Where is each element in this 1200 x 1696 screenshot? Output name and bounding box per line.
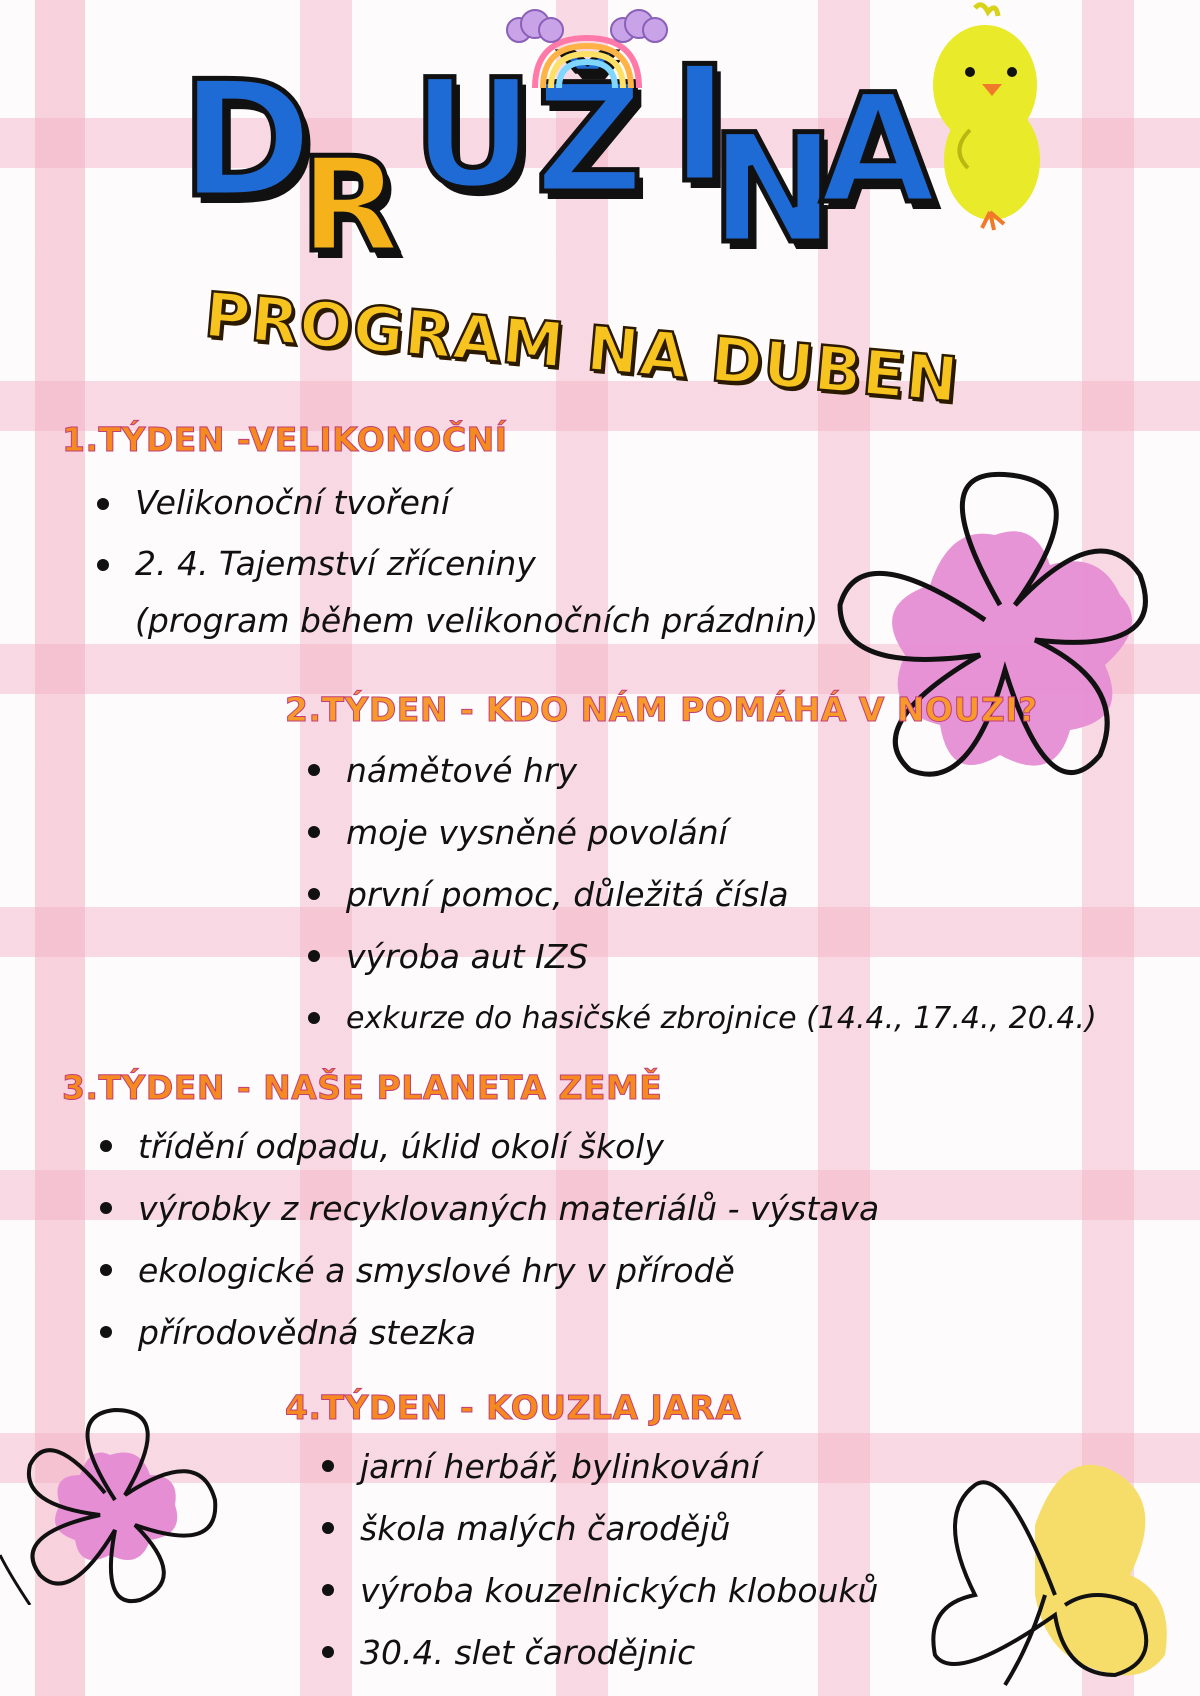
list-item: třídění odpadu, úklid okolí školy	[98, 1116, 879, 1178]
list-item: jarní herbář, bylinkování	[320, 1436, 878, 1498]
title-letter-d: D	[180, 46, 313, 233]
subtitle: PROGRAM NA DUBEN	[201, 278, 962, 417]
list-item: ekologické a smyslové hry v přírodě	[98, 1240, 879, 1302]
chick-icon	[930, 0, 1050, 235]
section-heading-week4: 4.TÝDEN - KOUZLA JARA	[285, 1388, 742, 1427]
section-heading-week1: 1.TÝDEN -VELIKONOČNÍ	[62, 420, 508, 459]
title-letter-u: U	[412, 48, 534, 222]
list-item: moje vysněné povolání	[306, 802, 1097, 864]
list-item: výrobky z recyklovaných materiálů - výstava	[98, 1178, 879, 1240]
list-item: škola malých čarodějů	[320, 1498, 878, 1560]
title-letter-n: N	[710, 103, 836, 277]
list-item: námětové hry	[306, 740, 1097, 802]
list-item: první pomoc, důležitá čísla	[306, 864, 1097, 926]
list-item: výroba kouzelnických klobouků	[320, 1560, 878, 1622]
list-item: exkurze do hasičské zbrojnice (14.4., 17.4., 20.4.)	[306, 988, 1097, 1050]
week4-list	[320, 1436, 878, 1684]
butterfly-icon	[915, 1445, 1185, 1690]
list-item: 30.4. slet čarodějnic	[320, 1622, 878, 1684]
section-heading-week3: 3.TÝDEN - NAŠE PLANETA ZEMĚ	[62, 1068, 663, 1107]
title-letter-r: R	[300, 129, 401, 281]
list-item: přírodovědná stezka	[98, 1302, 879, 1364]
week1-list	[95, 474, 818, 649]
list-item: Velikonoční tvoření	[95, 474, 818, 531]
list-item: 2. 4. Tajemství zříceniny	[95, 535, 818, 592]
list-item: výroba aut IZS	[306, 926, 1097, 988]
section-heading-week2: 2.TÝDEN - KDO NÁM POMÁHÁ V NOUZI?	[285, 690, 1038, 729]
title-letter-a: A	[820, 63, 937, 237]
title-letter-i: I	[670, 31, 730, 218]
rainbow-cloud-icon	[505, 8, 670, 93]
flower-icon	[0, 1405, 240, 1605]
week2-list	[306, 740, 1097, 1050]
title-letter-z: Ž	[535, 53, 644, 227]
week3-list	[98, 1116, 879, 1364]
list-item-continuation: (program během velikonočních prázdnin)	[135, 601, 819, 640]
